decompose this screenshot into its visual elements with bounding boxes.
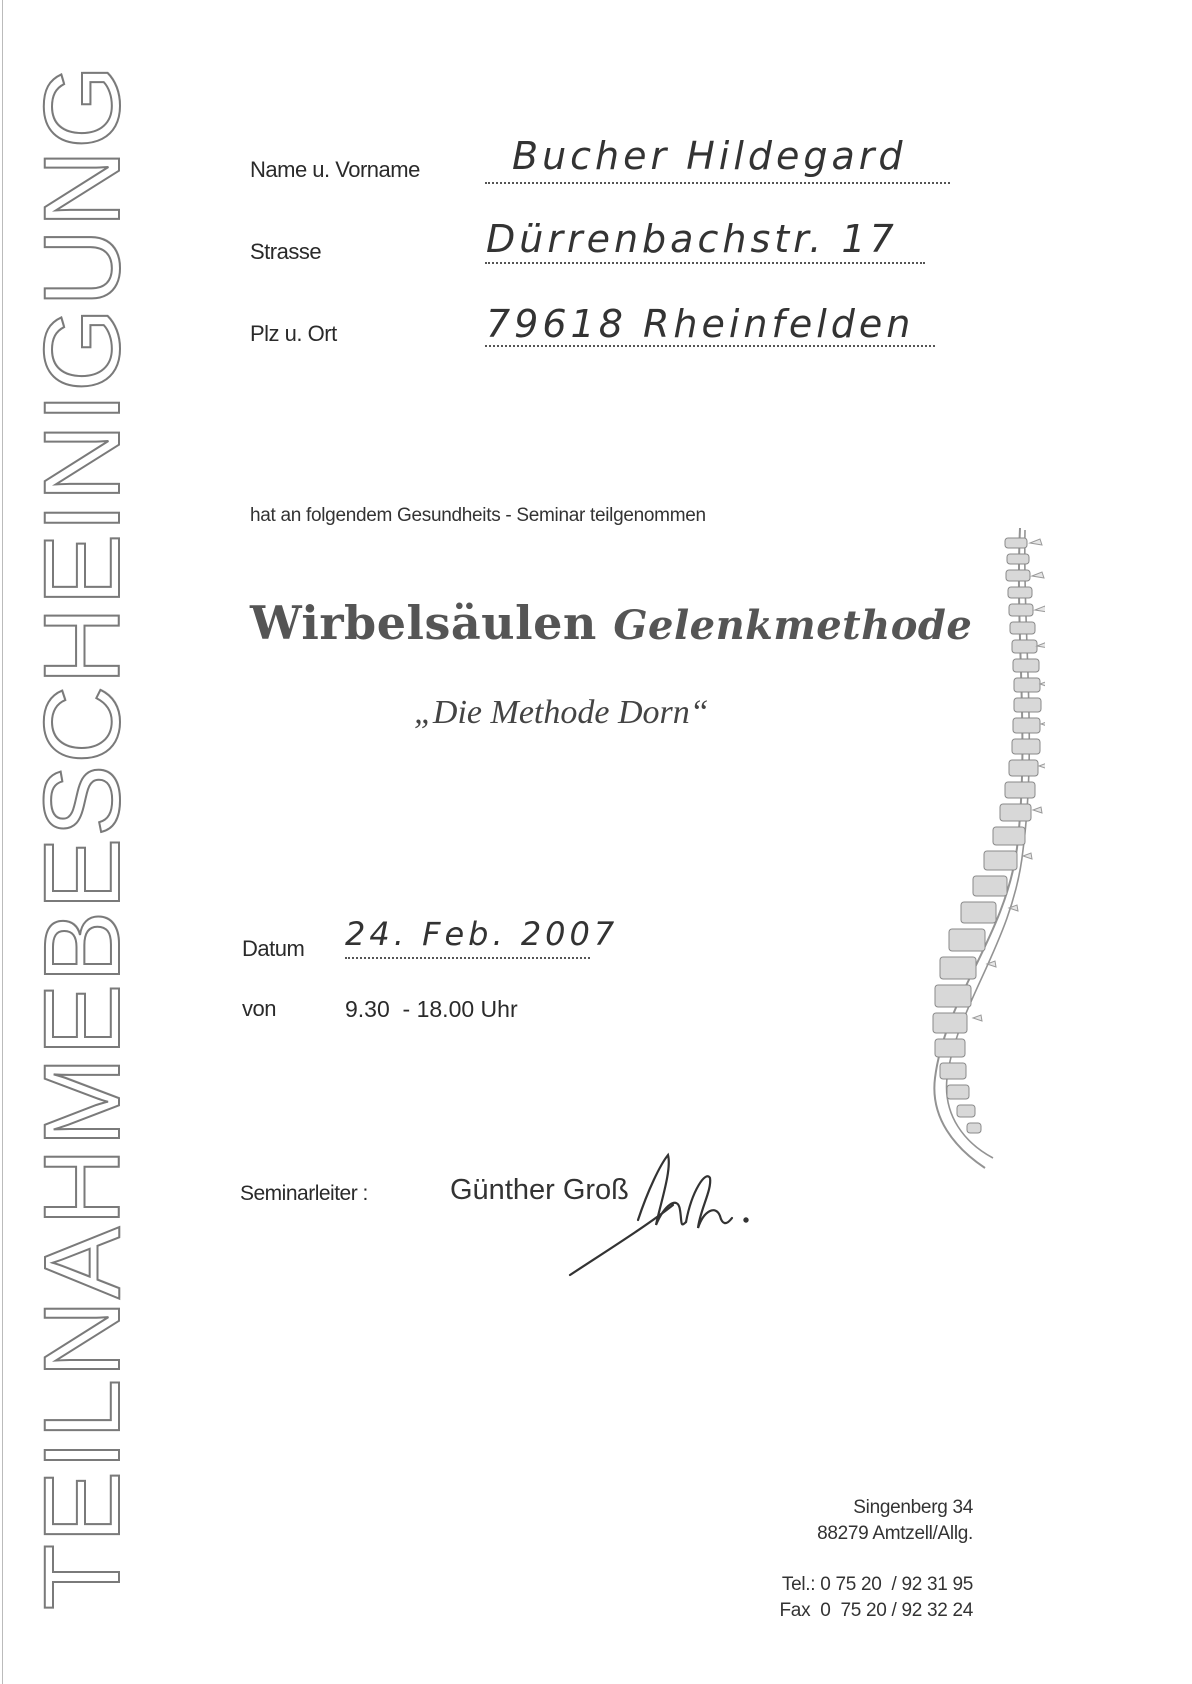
seminar-subtitle: „Die Methode Dorn“: [414, 694, 709, 731]
spine-illustration: [905, 518, 1045, 1178]
seminar-title: [250, 596, 972, 650]
address-line1: Singenberg 34: [853, 1497, 973, 1518]
name-label: Name u. Vorname: [250, 157, 420, 182]
name-dotted-line: [485, 182, 950, 184]
street-label: Strasse: [250, 239, 322, 264]
date-value: 24. Feb. 2007: [345, 915, 619, 953]
seminar-title-part1: Wirbelsäulen: [250, 596, 597, 650]
street-value: Dürrenbachstr. 17: [486, 217, 898, 261]
time-value: 9.30 - 18.00 Uhr: [345, 996, 518, 1022]
address-tel: Tel.: 0 75 20 / 92 31 95: [781, 1574, 973, 1595]
seminar-title-part2: Gelenkmethode: [613, 602, 973, 649]
date-label: Datum: [242, 936, 305, 961]
name-value: Bucher Hildegard: [512, 134, 907, 178]
page-edge: [2, 0, 3, 1684]
leader-name: Günther Groß: [450, 1174, 629, 1206]
address-fax: Fax 0 75 20 / 92 32 24: [779, 1600, 973, 1621]
intro-text: hat an folgendem Gesundheits - Seminar teilgenommen: [250, 505, 706, 526]
city-label: Plz u. Ort: [250, 321, 337, 346]
city-value: 79618 Rheinfelden: [486, 302, 915, 346]
address-line2: 88279 Amtzell/Allg.: [817, 1523, 973, 1544]
city-dotted-line: [485, 345, 935, 347]
side-title: TEILNAHMEBESCHEINIGUNG: [21, 63, 142, 1610]
leader-label: Seminarleiter :: [240, 1182, 368, 1205]
street-dotted-line: [485, 262, 925, 264]
time-label: von: [242, 996, 276, 1021]
signature-image: [568, 1150, 808, 1280]
date-dotted-line: [345, 957, 590, 959]
